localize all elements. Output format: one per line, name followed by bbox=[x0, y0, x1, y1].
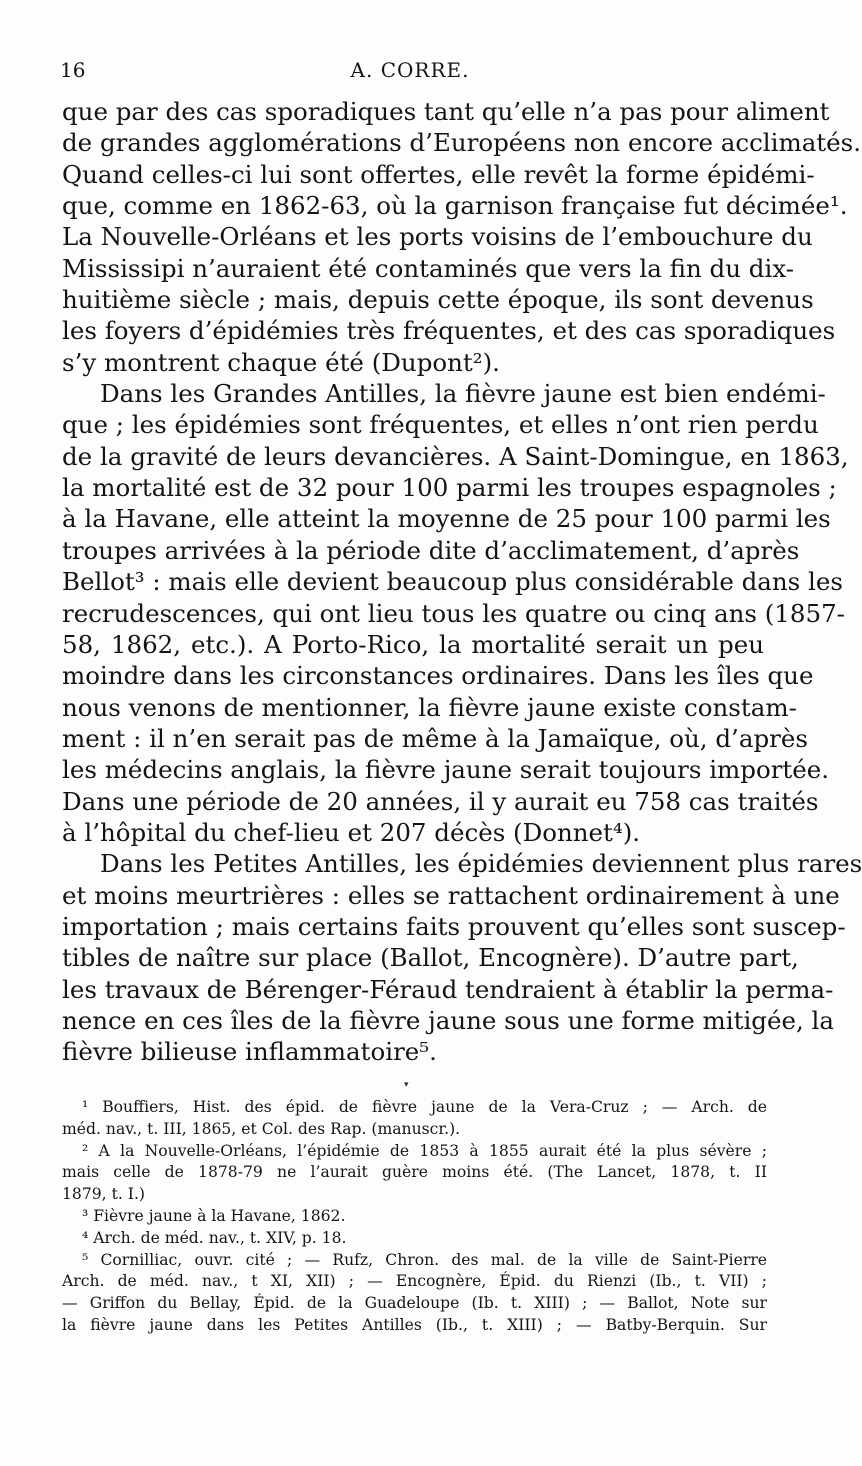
body-line: nence en ces îles de la fièvre jaune sous une forme mitigée, la bbox=[62, 1005, 834, 1035]
body-line: de la gravité de leurs devancières. A Saint-Domingue, en 1863, bbox=[62, 441, 849, 471]
body-line: les foyers d’épidémies très fréquentes, et des cas sporadiques bbox=[62, 316, 836, 346]
body-line: les travaux de Bérenger-Féraud tendraient à établir la perma- bbox=[62, 974, 834, 1004]
body-line: la mortalité est de 32 pour 100 parmi les troupes espagnoles ; bbox=[62, 473, 837, 503]
running-title: A. CORRE. bbox=[350, 58, 470, 82]
body-text bbox=[62, 96, 862, 1068]
body-line: que ; les épidémies sont fréquentes, et elles n’ont rien perdu bbox=[62, 410, 819, 440]
body-line: La Nouvelle-Orléans et les ports voisins de l’embouchure du bbox=[62, 222, 813, 252]
footnote-line: Arch. de méd. nav., t XI, XII) ; — Encognère, Épid. du Rienzi (Ib., t. VII) ; bbox=[62, 1272, 767, 1291]
running-head bbox=[60, 58, 760, 88]
body-line: fièvre bilieuse inflammatoire⁵. bbox=[62, 1037, 437, 1067]
body-line: moindre dans les circonstances ordinaires. Dans les îles que bbox=[62, 661, 814, 691]
footnote-line: méd. nav., t. III, 1865, et Col. des Rap. (manuscr.). bbox=[62, 1119, 461, 1138]
body-line: importation ; mais certains faits prouvent qu’elles sont suscep- bbox=[62, 911, 846, 941]
body-line: les médecins anglais, la fièvre jaune serait toujours importée. bbox=[62, 755, 830, 785]
body-line: Dans une période de 20 années, il y aurait eu 758 cas traités bbox=[62, 786, 819, 816]
footnote-separator-mark: ▾ bbox=[404, 1080, 409, 1090]
body-line: et moins meurtrières : elles se rattachent ordinairement à une bbox=[62, 880, 840, 910]
body-line: 58, 1862, etc.). A Porto-Rico, la mortalité serait un peu bbox=[62, 629, 764, 659]
footnote-line: — Griffon du Bellay, Épid. de la Guadeloupe (Ib. t. XIII) ; — Ballot, Note sur bbox=[62, 1294, 767, 1313]
footnote-line: ⁴ Arch. de méd. nav., t. XIV, p. 18. bbox=[82, 1228, 347, 1247]
body-line: ment : il n’en serait pas de même à la Jamaïque, où, d’après bbox=[62, 723, 808, 753]
body-line: à l’hôpital du chef-lieu et 207 décès (Donnet⁴). bbox=[62, 817, 641, 847]
footnote-line: 1879, t. I.) bbox=[62, 1185, 145, 1204]
page-number: 16 bbox=[60, 58, 86, 82]
paragraph-start-line: Dans les Petites Antilles, les épidémies deviennent plus rares bbox=[100, 849, 862, 879]
footnote-line: ³ Fièvre jaune à la Havane, 1862. bbox=[82, 1206, 346, 1225]
footnote-line: mais celle de 1878-79 ne l’aurait guère moins été. (The Lancet, 1878, t. II bbox=[62, 1163, 767, 1182]
body-line: recrudescences, qui ont lieu tous les quatre ou cinq ans (1857- bbox=[62, 598, 845, 628]
body-line: que, comme en 1862-63, où la garnison française fut décimée¹. bbox=[62, 191, 848, 221]
body-line: s’y montrent chaque été (Dupont²). bbox=[62, 347, 500, 377]
body-line: Bellot³ : mais elle devient beaucoup plus considérable dans les bbox=[62, 567, 843, 597]
body-line: à la Havane, elle atteint la moyenne de 25 pour 100 parmi les bbox=[62, 504, 831, 534]
paragraph-start-line: Dans les Grandes Antilles, la fièvre jaune est bien endémi- bbox=[100, 379, 826, 409]
footnote-line: la fièvre jaune dans les Petites Antilles (Ib., t. XIII) ; — Batby-Berquin. Sur bbox=[62, 1315, 767, 1334]
body-line: Mississipi n’auraient été contaminés que vers la fin du dix- bbox=[62, 253, 794, 283]
body-line: troupes arrivées à la période dite d’acclimatement, d’après bbox=[62, 535, 800, 565]
body-line: huitième siècle ; mais, depuis cette époque, ils sont devenus bbox=[62, 285, 814, 315]
body-line: que par des cas sporadiques tant qu’elle n’a pas pour aliment bbox=[62, 97, 830, 126]
body-line: Quand celles-ci lui sont offertes, elle revêt la forme épidémi- bbox=[62, 159, 815, 189]
footnote-line: ¹ Bouffiers, Hist. des épid. de fièvre jaune de la Vera-Cruz ; — Arch. de bbox=[82, 1098, 767, 1116]
body-line: de grandes agglomérations d’Européens non encore acclimatés. bbox=[62, 128, 862, 158]
footnote-line: ² A la Nouvelle-Orléans, l’épidémie de 1853 à 1855 aurait été la plus sévère ; bbox=[82, 1141, 767, 1160]
body-line: nous venons de mentionner, la fièvre jaune existe constam- bbox=[62, 692, 797, 722]
footnotes bbox=[62, 1097, 767, 1337]
body-line: tibles de naître sur place (Ballot, Encognère). D’autre part, bbox=[62, 943, 799, 973]
footnote-line: ⁵ Cornilliac, ouvr. cité ; — Rufz, Chron. des mal. de la ville de Saint-Pierre bbox=[82, 1250, 767, 1269]
